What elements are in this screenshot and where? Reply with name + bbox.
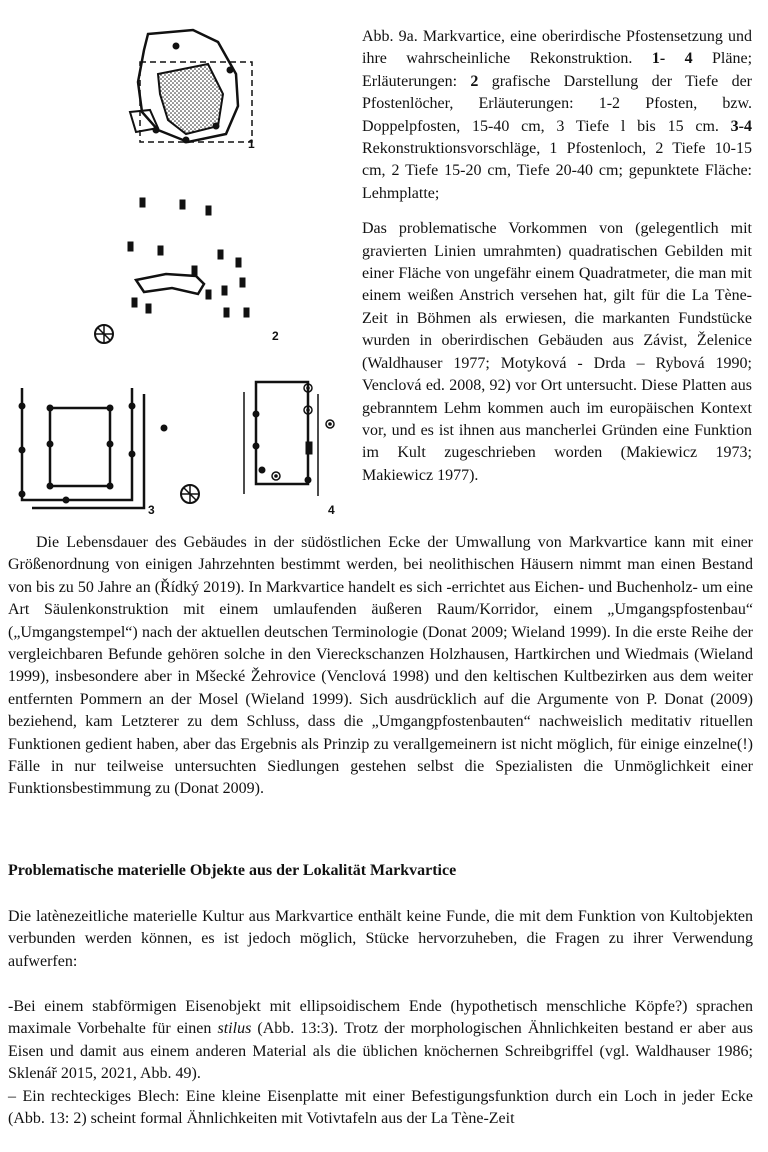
blech-block — [8, 1086, 753, 1131]
stilus-block — [8, 996, 753, 1086]
main-text — [8, 532, 753, 801]
section-heading: Problematische materielle Objekte aus der Lokalität Markvartice — [8, 862, 457, 879]
stilus-term: stilus — [217, 1020, 252, 1038]
figure-label-4: 4 — [328, 503, 335, 517]
figure-caption: Abb. 9a. Markvartice, eine oberirdische Pfostensetzung und ihre wahrscheinliche Rekonstruktion. 1- 4 Pläne; Erläuterungen: 2 grafische Darstellung der Tiefe der Pfostenlöcher, Erläuterungen: 1-2 Pfosten, bzw. Doppelpfosten, 15-40 cm, 3 Tiefe l bis 15 cm. 3-4 Rekonstruktionsvorschläge, 1 Pfostenloch, 2 Tiefe 10-15 cm, 2 Tiefe 15-20 cm, Tiefe 20-40 cm; gepunktete Fläche: Lehmplatte; — [362, 28, 753, 202]
paragraph-stilus: -Bei einem stabförmigen Eisenobjekt mit ellipsoidischem Ende (hypothetisch menschliche Köpfe?) sprachen maximale Vorbehalte für einen stilus (Abb. 13:3). Trotz der morphologischen Ähnlichkeiten bestand er aber aus Eisen und damit aus einem anderen Material als die üblichen knöchernen Schreibgriffel (vgl. Waldhauser 1986; Sklenář 2015, 2021, Abb. 49). — [8, 998, 754, 1083]
plan-1 — [130, 30, 252, 143]
figure-label-2: 2 — [272, 329, 279, 343]
plan-4 — [244, 382, 334, 496]
paragraph-intro: Die latènezeitliche materielle Kultur aus Markvartice enthält keine Funde, die mit dem Funktion von Kultobjekten verbunden werden können, es ist jedoch möglich, Stücke hervorzuheben, die Fragen zu ihrer Verwendung aufwerfen: — [8, 908, 753, 970]
section-block — [8, 860, 753, 882]
right-column — [362, 26, 752, 487]
plan-2 — [95, 198, 249, 343]
plan-3 — [19, 388, 199, 508]
figure-label-3: 3 — [148, 503, 155, 517]
intro-block — [8, 906, 753, 973]
paragraph-building-lifespan: Die Lebensdauer des Gebäudes in der südöstlichen Ecke der Umwallung von Markvartice kann mit einer Größenordnung von einigen Jahrzehnten bestimmt werden, bei neolithischen Häusern nimmt man einen Bestand von bis zu 50 Jahre an (Řídký 2019). In Markvartice handelt es sich -errichtet aus Eichen- und Buchenholz- um eine Art Säulenkonstruktion mit einem umlaufenden äußeren Raum/Korridor, einem „Umgangspfostenbau“ („Umgangstempel“) nach der aktuellen deutschen Terminologie (Donat 2009; Wieland 1999). In die erste Reihe der vergleichbaren Befunde gehören solche in den Viereckschanzen Holzhausen, Hartkirchen und Wiedmais (Wieland 1999), insbesondere aber in Mšecké Žehrovice (Venclová 1998) und den keltischen Kultbezirken aus dem weiter entfernten Pommern an der Mosel (Wieland 1999). Sich ausdrücklich auf die Argumente von P. Donat (2009) beziehend, kam Letzterer zu dem Schluss, dass die „Umgangpfostenbauten“ nachweislich meditativ rituellen Funktionen gedient haben, aber das Ergebnis als Prinzip zu verallgemeinern ist nicht möglich, für einige einzelne(!) Fälle in nur teilweise untersuchten Siedlungen gestehen selbst die Spezialisten die Unmöglichkeit einer Funktionsbestimmung zu (Donat 2009). — [8, 534, 753, 798]
figure-9a-plans — [8, 14, 353, 519]
plan-drawing — [8, 14, 353, 519]
paragraph-blech: – Ein rechteckiges Blech: Eine kleine Eisenplatte mit einer Befestigungsfunktion durch ein Loch in jeder Ecke (Abb. 13: 2) scheint formal Ähnlichkeiten mit Votivtafeln aus der La Tène-Zeit — [8, 1088, 753, 1128]
caption-figure-id: Abb. 9a. — [362, 28, 418, 45]
figure-label-1: 1 — [248, 137, 255, 151]
paragraph-clay-plates: Das problematische Vorkommen von (gelegentlich mit gravierten Linien umrahmten) quadratischen Gebilden mit einer Fläche von ungefähr einem Quadratmeter, die man mit einem weißen Anstrich versehen hat, gilt für die La Tène-Zeit in Böhmen als erwiesen, die markanten Fundstücke wurden in oberirdischen Gebäuden aus Závist, Želenice (Waldhauser 1977; Motyková - Drda – Rybová 1990; Venclová ed. 2008, 92) vor Ort untersucht. Diese Platten aus gebranntem Lehm kommen auch im europäischen Kontext vor, und es ist ihnen aus mancherlei Gründen eine Funktion im Kult zugeschrieben worden (Makiewicz 1973; Makiewicz 1977). — [362, 220, 752, 484]
